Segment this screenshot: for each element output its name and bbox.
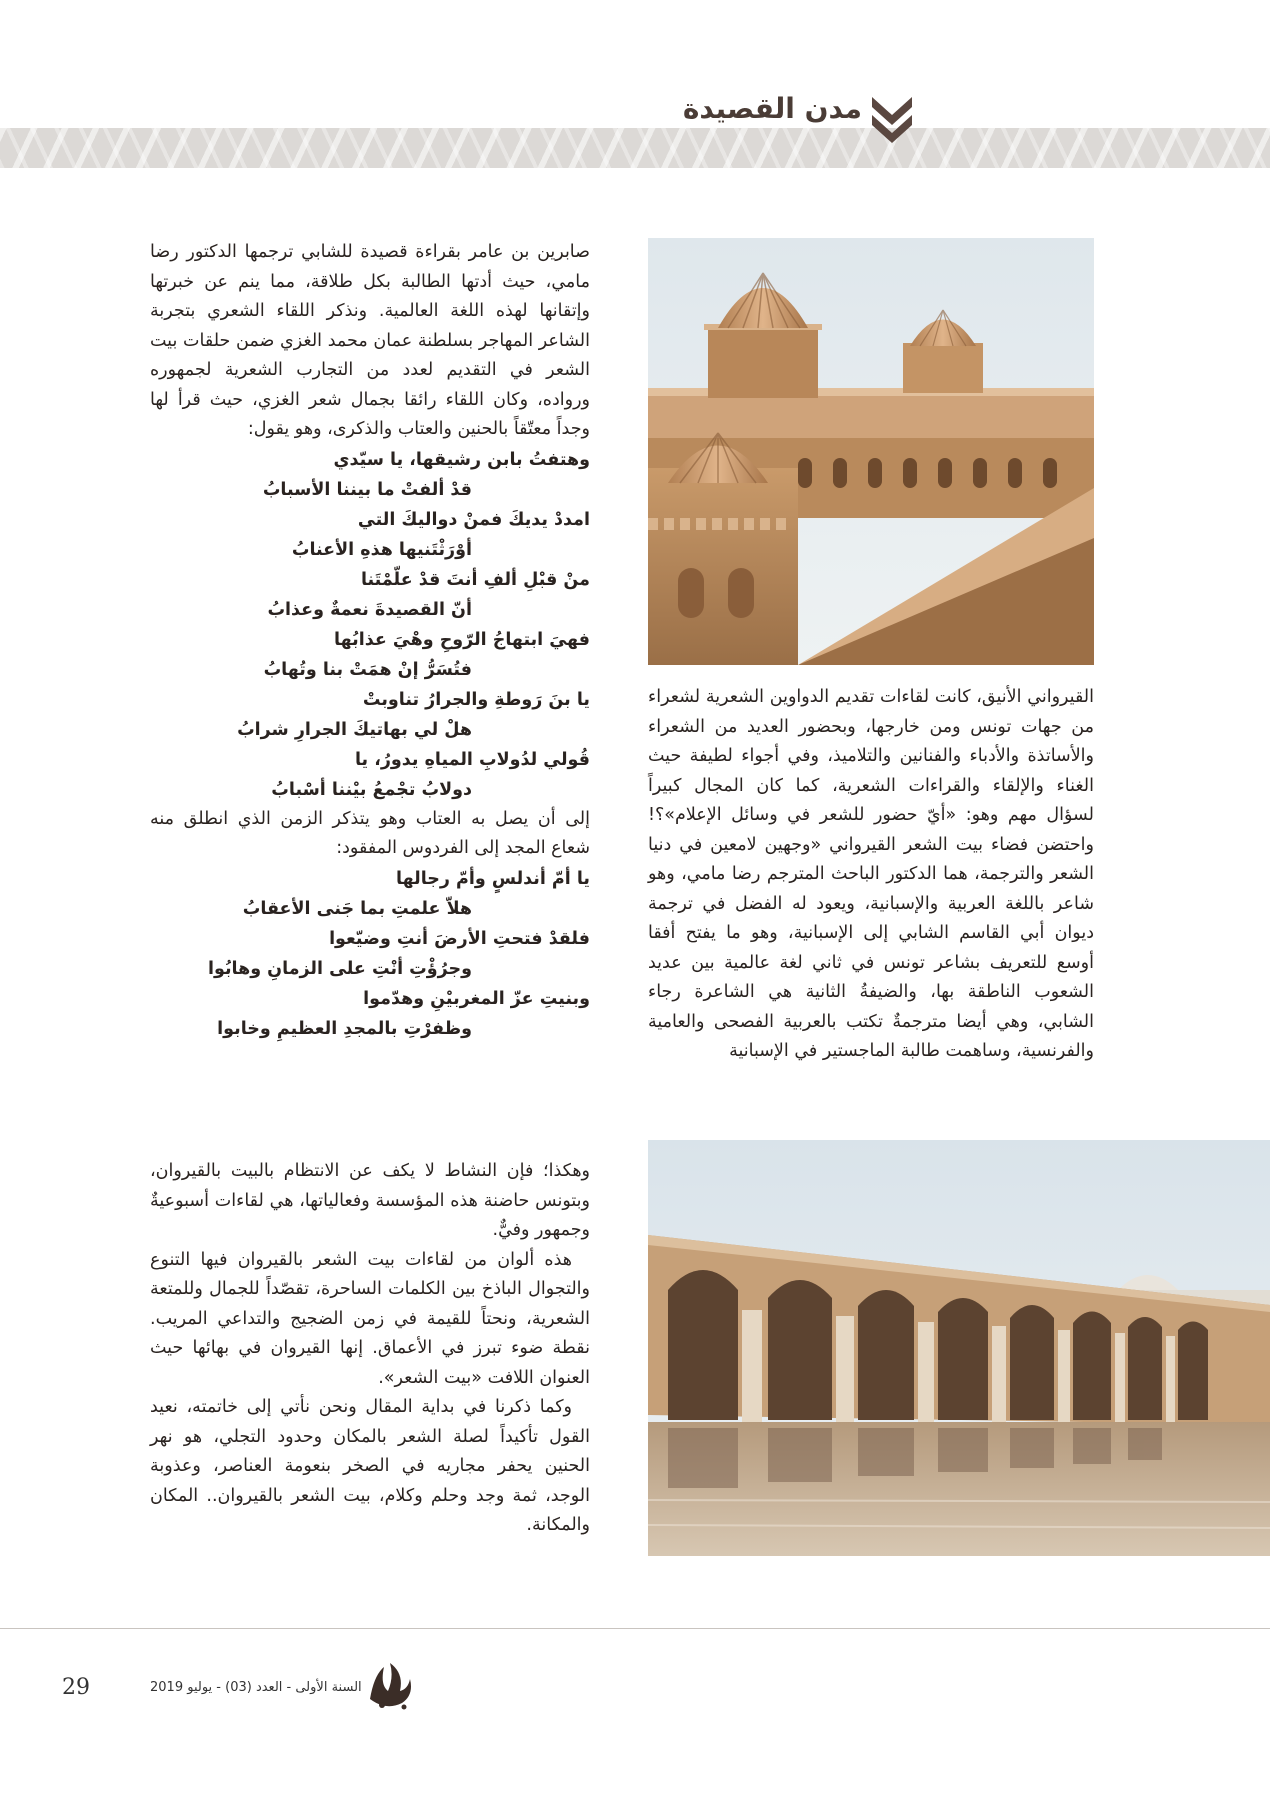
left-column-bottom xyxy=(150,1157,590,1541)
poem-line: فهيَ ابتهاجُ الرّوحِ وهْيَ عذابُها xyxy=(334,629,590,650)
poem-line: هلاّ علمتِ بما جَنى الأعقابُ xyxy=(242,898,472,919)
poem-line: أنّ القصيدةَ نعمةٌ وعذابُ xyxy=(267,599,472,620)
poem-line: أوْرَثْتَنيها هذهِ الأعنابُ xyxy=(291,539,472,560)
poem-line: وظفرْتِ بالمجدِ العظيمِ وخابوا xyxy=(217,1018,472,1039)
body-paragraph: وهكذا؛ فإن النشاط لا يكف عن الانتظام بالبيت بالقيروان، وبتونس حاضنة هذه المؤسسة وفعالياتها، هي لقاءات أسبوعيةٌ وجمهور وفيٌّ. xyxy=(150,1161,590,1240)
poem-line: يا أمّ أندلسٍ وأمّ رجالها xyxy=(396,868,590,889)
poem-line: فتُسَرُّ إنْ همَتْ بنا وتُهابُ xyxy=(263,659,472,680)
left-column-top xyxy=(150,238,590,1044)
mosque-dome-photo xyxy=(648,238,1094,665)
section-title: مدن القصيدة xyxy=(682,92,862,125)
poem-line: هلْ لي بهاتيكَ الجرارِ شرابُ xyxy=(237,719,472,740)
poem-line: قدْ ألفتْ ما بيننا الأسبابُ xyxy=(262,479,472,500)
poem-line: وبنيتِ عزّ المغربيْنِ وهدّموا xyxy=(363,988,590,1009)
poem-line: فلقدْ فتحتِ الأرضَ أنتِ وضيّعوا xyxy=(329,928,590,949)
poem-line: امددْ يديكَ فمنْ دواليكَ التي xyxy=(357,509,590,530)
mosque-arcade-photo xyxy=(648,1140,1270,1556)
bridge-paragraph: إلى أن يصل به العتاب وهو يتذكر الزمن الذي انطلق منه شعاع المجد إلى الفردوس المفقود: xyxy=(150,808,590,858)
body-paragraph: وكما ذكرنا في بداية المقال ونحن نأتي إلى خاتمته، نعيد القول تأكيداً لصلة الشعر بالمكان وحدود التجلي، هو نهر الحنين يحفر مجاريه في الصخر بنعومة العناصر، وعذوبة الوجد، ثمة وجد وحلم وكلام، بيت الشعر بالقيروان.. المكان والمكانة. xyxy=(150,1397,590,1535)
poem-line: وهتفتُ بابن رشيقها، يا سيّدي xyxy=(333,449,590,470)
page-number: 29 xyxy=(62,1675,90,1700)
poem-line: دولابُ تجْمعُ بيْننا أسْبابُ xyxy=(271,779,472,800)
poem-second xyxy=(150,864,590,1044)
poem-line: وجرُؤْتِ أنْتِ على الزمانِ وهابُوا xyxy=(207,958,472,979)
magazine-logo-icon xyxy=(360,1655,420,1713)
header-ornament-band xyxy=(0,128,1270,168)
footer-rule xyxy=(0,1628,1270,1629)
issue-info: السنة الأولى - العدد (03) - يوليو 2019 xyxy=(150,1680,362,1695)
poem-line: منْ قبْلِ ألفِ أنتَ قدْ علّمْتَنا xyxy=(360,569,590,590)
poem-line: يا بنَ رَوطةِ والجرارُ تناوبتْ xyxy=(362,689,590,710)
poem-line: قُولي لدُولابِ المياهِ يدورُ، يا xyxy=(354,749,590,770)
right-column xyxy=(648,683,1094,1067)
body-paragraph: القيرواني الأنيق، كانت لقاءات تقديم الدواوين الشعرية لشعراء من جهات تونس ومن خارجها، وبحضور العديد من الشعراء والأساتذة والأدباء والفنانين والتلاميذ، وفي أجواء لطيفة حيث الغناء والإلقاء والقراءات الشعرية، كما كان المجال كبيراً لسؤال مهم وهو: «أيّ حضور للشعر في وسائل الإعلام»؟! واحتضن فضاء بيت الشعر القيرواني «وجهين لامعين في دنيا الشعر والترجمة، هما الدكتور الباحث المترجم رضا مامي، وهو شاعر باللغة العربية والإسبانية، ويعود له الفضل في ترجمة ديوان أبي القاسم الشابي إلى الإسبانية، وهو ما يفتح أفقا أوسع للتعريف بشاعر تونس في ثاني لغة عالمية بين عديد الشعوب الناطقة بها، والضيفةُ الثانية هي الشاعرة رجاء الشابي، وهي أيضا مترجمةٌ تكتب بالعربية الفصحى والعامية والفرنسية، وساهمت طالبة الماجستير في الإسبانية xyxy=(648,687,1094,1061)
poem-first xyxy=(150,445,590,805)
intro-paragraph: صابرين بن عامر بقراءة قصيدة للشابي ترجمها الدكتور رضا مامي، حيث أدتها الطالبة بكل طلاقة، مما ينم عن خبرتها وإتقانها لهذه اللغة العالمية. ونذكر اللقاء الشعري بتجربة الشاعر المهاجر بسلطنة عمان محمد الغزي ضمن حلقات بيت الشعر في التقديم لعدد من التجارب الشعرية لجمهوره ورواده، وكان اللقاء رائقا بجمال شعر الغزي، حيث قرأ لها وجداً معتّقاً بالحنين والعتاب والذكرى، وهو يقول: xyxy=(150,242,590,439)
body-paragraph: هذه ألوان من لقاءات بيت الشعر بالقيروان فيها التنوع والتجوال الباذخ بين الكلمات الساحرة، تقصّداً للجمال وللمتعة الشعرية، ونحتاً للقيمة في زمن الضجيج والتداعي المريب. نقطة ضوء تبرز في الأعماق. إنها القيروان في بهائها حيث العنوان اللافت «بيت الشعر». xyxy=(150,1249,590,1388)
double-chevron-down-icon xyxy=(869,93,915,145)
